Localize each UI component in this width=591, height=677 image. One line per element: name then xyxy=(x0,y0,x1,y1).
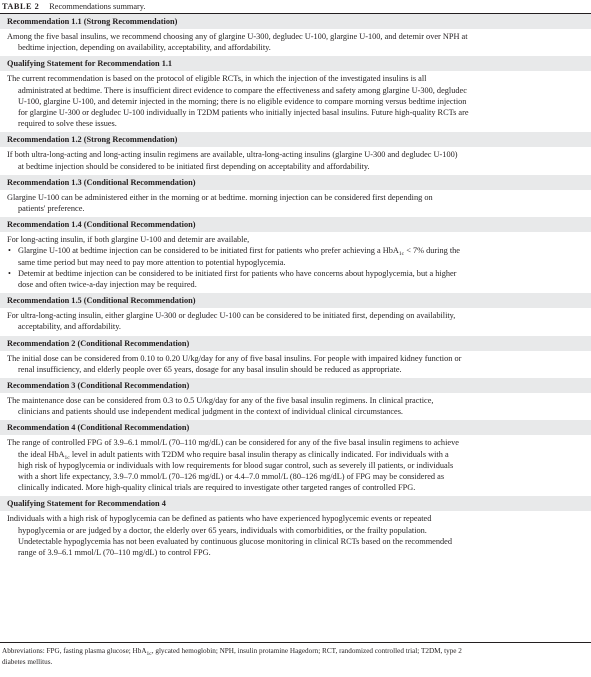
text-line: range of 3.9–6.1 mmol/L (70–110 mg/dL) to control FPG. xyxy=(18,548,211,558)
text-line: For long-acting insulin, if both glargine U-100 and detemir are available, xyxy=(7,235,250,245)
text-fragment: Abbreviations: FPG, fasting plasma glucose; HbA xyxy=(2,647,147,655)
bullet-icon: • xyxy=(8,246,11,256)
text-line xyxy=(7,449,585,460)
text-line: with a short life expectancy, 3.9–7.0 mmol/L (70–126 mg/dL) or 4.4–7.0 mmol/L (80–126 mg/dL) of FPG may be considered as xyxy=(18,472,445,482)
table-caption xyxy=(2,0,145,13)
bullet-item xyxy=(7,268,585,279)
text-fragment: Detemir at bedtime injection can be considered to be initiated first for patients who have concerns about hypoglycemia, but a higher xyxy=(18,268,457,278)
text-line: U-100, glargine U-100, and detemir injected in the morning; there is no eligible evidence to compare morning versus bedtime injection xyxy=(18,96,467,106)
section-header-rec-1-3: Recommendation 1.3 (Conditional Recommendation) xyxy=(0,175,591,190)
subscript: 1c xyxy=(64,454,70,461)
text-line: patients' preference. xyxy=(18,204,85,214)
section-header-rec-1-5: Recommendation 1.5 (Conditional Recommendation) xyxy=(0,293,591,308)
section-body-rec-2 xyxy=(0,351,591,378)
text-fragment: the ideal HbA xyxy=(18,449,65,459)
section-body-qualifying-4 xyxy=(0,511,591,561)
text-line: bedtime injection, depending on availability, acceptability, and affordability. xyxy=(18,43,271,53)
recommendations-table xyxy=(0,14,591,561)
table-label: TABLE 2 xyxy=(2,2,40,11)
section-header-rec-1-4: Recommendation 1.4 (Conditional Recommendation) xyxy=(0,217,591,232)
text-fragment: Glargine U-100 at bedtime injection can be considered to be initiated first for patients who prefer achieving a HbA xyxy=(18,246,399,256)
text-fragment: level in adult patients with T2DM who require basal insulin therapy as clinically indicated. For individuals with a xyxy=(69,449,449,459)
bottom-rule xyxy=(0,642,591,643)
text-line: acceptability, and affordability. xyxy=(18,322,121,332)
section-body-qualifying-1-1 xyxy=(0,71,591,132)
text-line: The initial dose can be considered from 0.10 to 0.20 U/kg/day for any of five basal insulins. For people with impaired kidney function or xyxy=(7,353,462,363)
text-line: hypoglycemia or are judged by a doctor, the elderly over 65 years, individuals with comorbidities, or the frailty population. xyxy=(18,525,427,535)
section-header-rec-3: Recommendation 3 (Conditional Recommendation) xyxy=(0,378,591,393)
section-body-rec-1-5 xyxy=(0,308,591,335)
text-line: for glargine U-300 or degludec U-100 individually in T2DM patients who initially injected basal insulins. Future high-quality RCTs are xyxy=(18,108,469,118)
subscript: 1c xyxy=(146,651,152,657)
text-fragment: , glycated hemoglobin; NPH, insulin protamine Hagedorn; RCT, randomized controlled trial; T2DM, type 2 xyxy=(151,647,462,655)
text-line: clinically indicated. More high-quality clinical trials are required to investigate other targeted ranges of controlled FPG. xyxy=(18,483,416,493)
section-body-rec-4 xyxy=(0,435,591,496)
text-line: Glargine U-100 can be administered either in the morning or at bedtime. morning injection can be considered first depending on xyxy=(7,192,433,202)
section-body-rec-1-4 xyxy=(0,232,591,293)
section-header-rec-1-1: Recommendation 1.1 (Strong Recommendation) xyxy=(0,14,591,29)
text-line: Undetectable hypoglycemia has not been evaluated by continuous glucose monitoring in clinical RCTs based on the recommended xyxy=(18,536,452,546)
text-fragment: < 7% during the xyxy=(404,246,460,256)
text-line: Among the five basal insulins, we recommend choosing any of glargine U-300, degludec U-100, glargine U-100, and detemir over NPH at xyxy=(7,32,468,41)
text-line: The range of controlled FPG of 3.9–6.1 mmol/L (70–110 mg/dL) can be considered for any of the five basal insulin regimens to achieve xyxy=(7,438,459,448)
text-line: required to solve these issues. xyxy=(18,119,117,129)
text-line: The current recommendation is based on the protocol of eligible RCTs, in which the injection of the investigated insulins is all xyxy=(7,74,427,84)
subscript: 1c xyxy=(398,251,405,258)
abbreviations-footnote xyxy=(2,646,587,667)
section-body-rec-1-2 xyxy=(0,147,591,174)
text-line: same time period but may need to pay more attention to potential hypoglycemia. xyxy=(18,257,286,267)
table-title: Recommendations summary. xyxy=(49,2,146,11)
text-fragment: diabetes mellitus. xyxy=(2,657,53,666)
text-line: high risk of hypoglycemia or individuals with low requirements for blood sugar control, such as severely ill patients, or individuals xyxy=(18,460,454,470)
section-body-rec-1-1 xyxy=(0,29,591,56)
text-line: clinicians and patients should use independent medical judgment in the context of individual clinical circumstances. xyxy=(18,407,404,417)
section-header-qualifying-4: Qualifying Statement for Recommendation 4 xyxy=(0,496,591,511)
text-line: For ultra-long-acting insulin, either glargine U-300 or degludec U-100 can be considered to be initiated first, depending on availability, xyxy=(7,311,456,321)
bullet-item xyxy=(7,245,585,256)
section-header-qualifying-1-1: Qualifying Statement for Recommendation 1.1 xyxy=(0,56,591,71)
text-line: Individuals with a high risk of hypoglycemia can be defined as patients who have experienced hypoglycemic events or repeated xyxy=(7,514,432,524)
section-header-rec-1-2: Recommendation 1.2 (Strong Recommendation) xyxy=(0,132,591,147)
text-line: dose and often twice-a-day injection may be required. xyxy=(18,280,197,290)
section-body-rec-1-3 xyxy=(0,190,591,217)
section-header-rec-4: Recommendation 4 (Conditional Recommendation) xyxy=(0,420,591,435)
text-line: administrated at bedtime. There is insufficient direct evidence to compare the effectiveness and safety among glargine U-300, degludec xyxy=(18,85,467,95)
section-header-rec-2: Recommendation 2 (Conditional Recommendation) xyxy=(0,336,591,351)
section-body-rec-3 xyxy=(0,393,591,420)
text-line: The maintenance dose can be considered from 0.3 to 0.5 U/kg/day for any of the five basal insulin regimens. In clinical practice, xyxy=(7,396,434,406)
text-line: renal insufficiency, and elderly people over 65 years, dosage for any basal insulin should be reduced as appropriate. xyxy=(18,364,402,374)
text-line: If both ultra-long-acting and long-acting insulin regimens are available, ultra-long-acting insulins (glargine U-300 and degludec U-100) xyxy=(7,150,458,160)
bullet-icon: • xyxy=(8,268,11,278)
text-line: at bedtime injection should be considered to be initiated first depending on acceptability and affordability. xyxy=(18,161,370,171)
